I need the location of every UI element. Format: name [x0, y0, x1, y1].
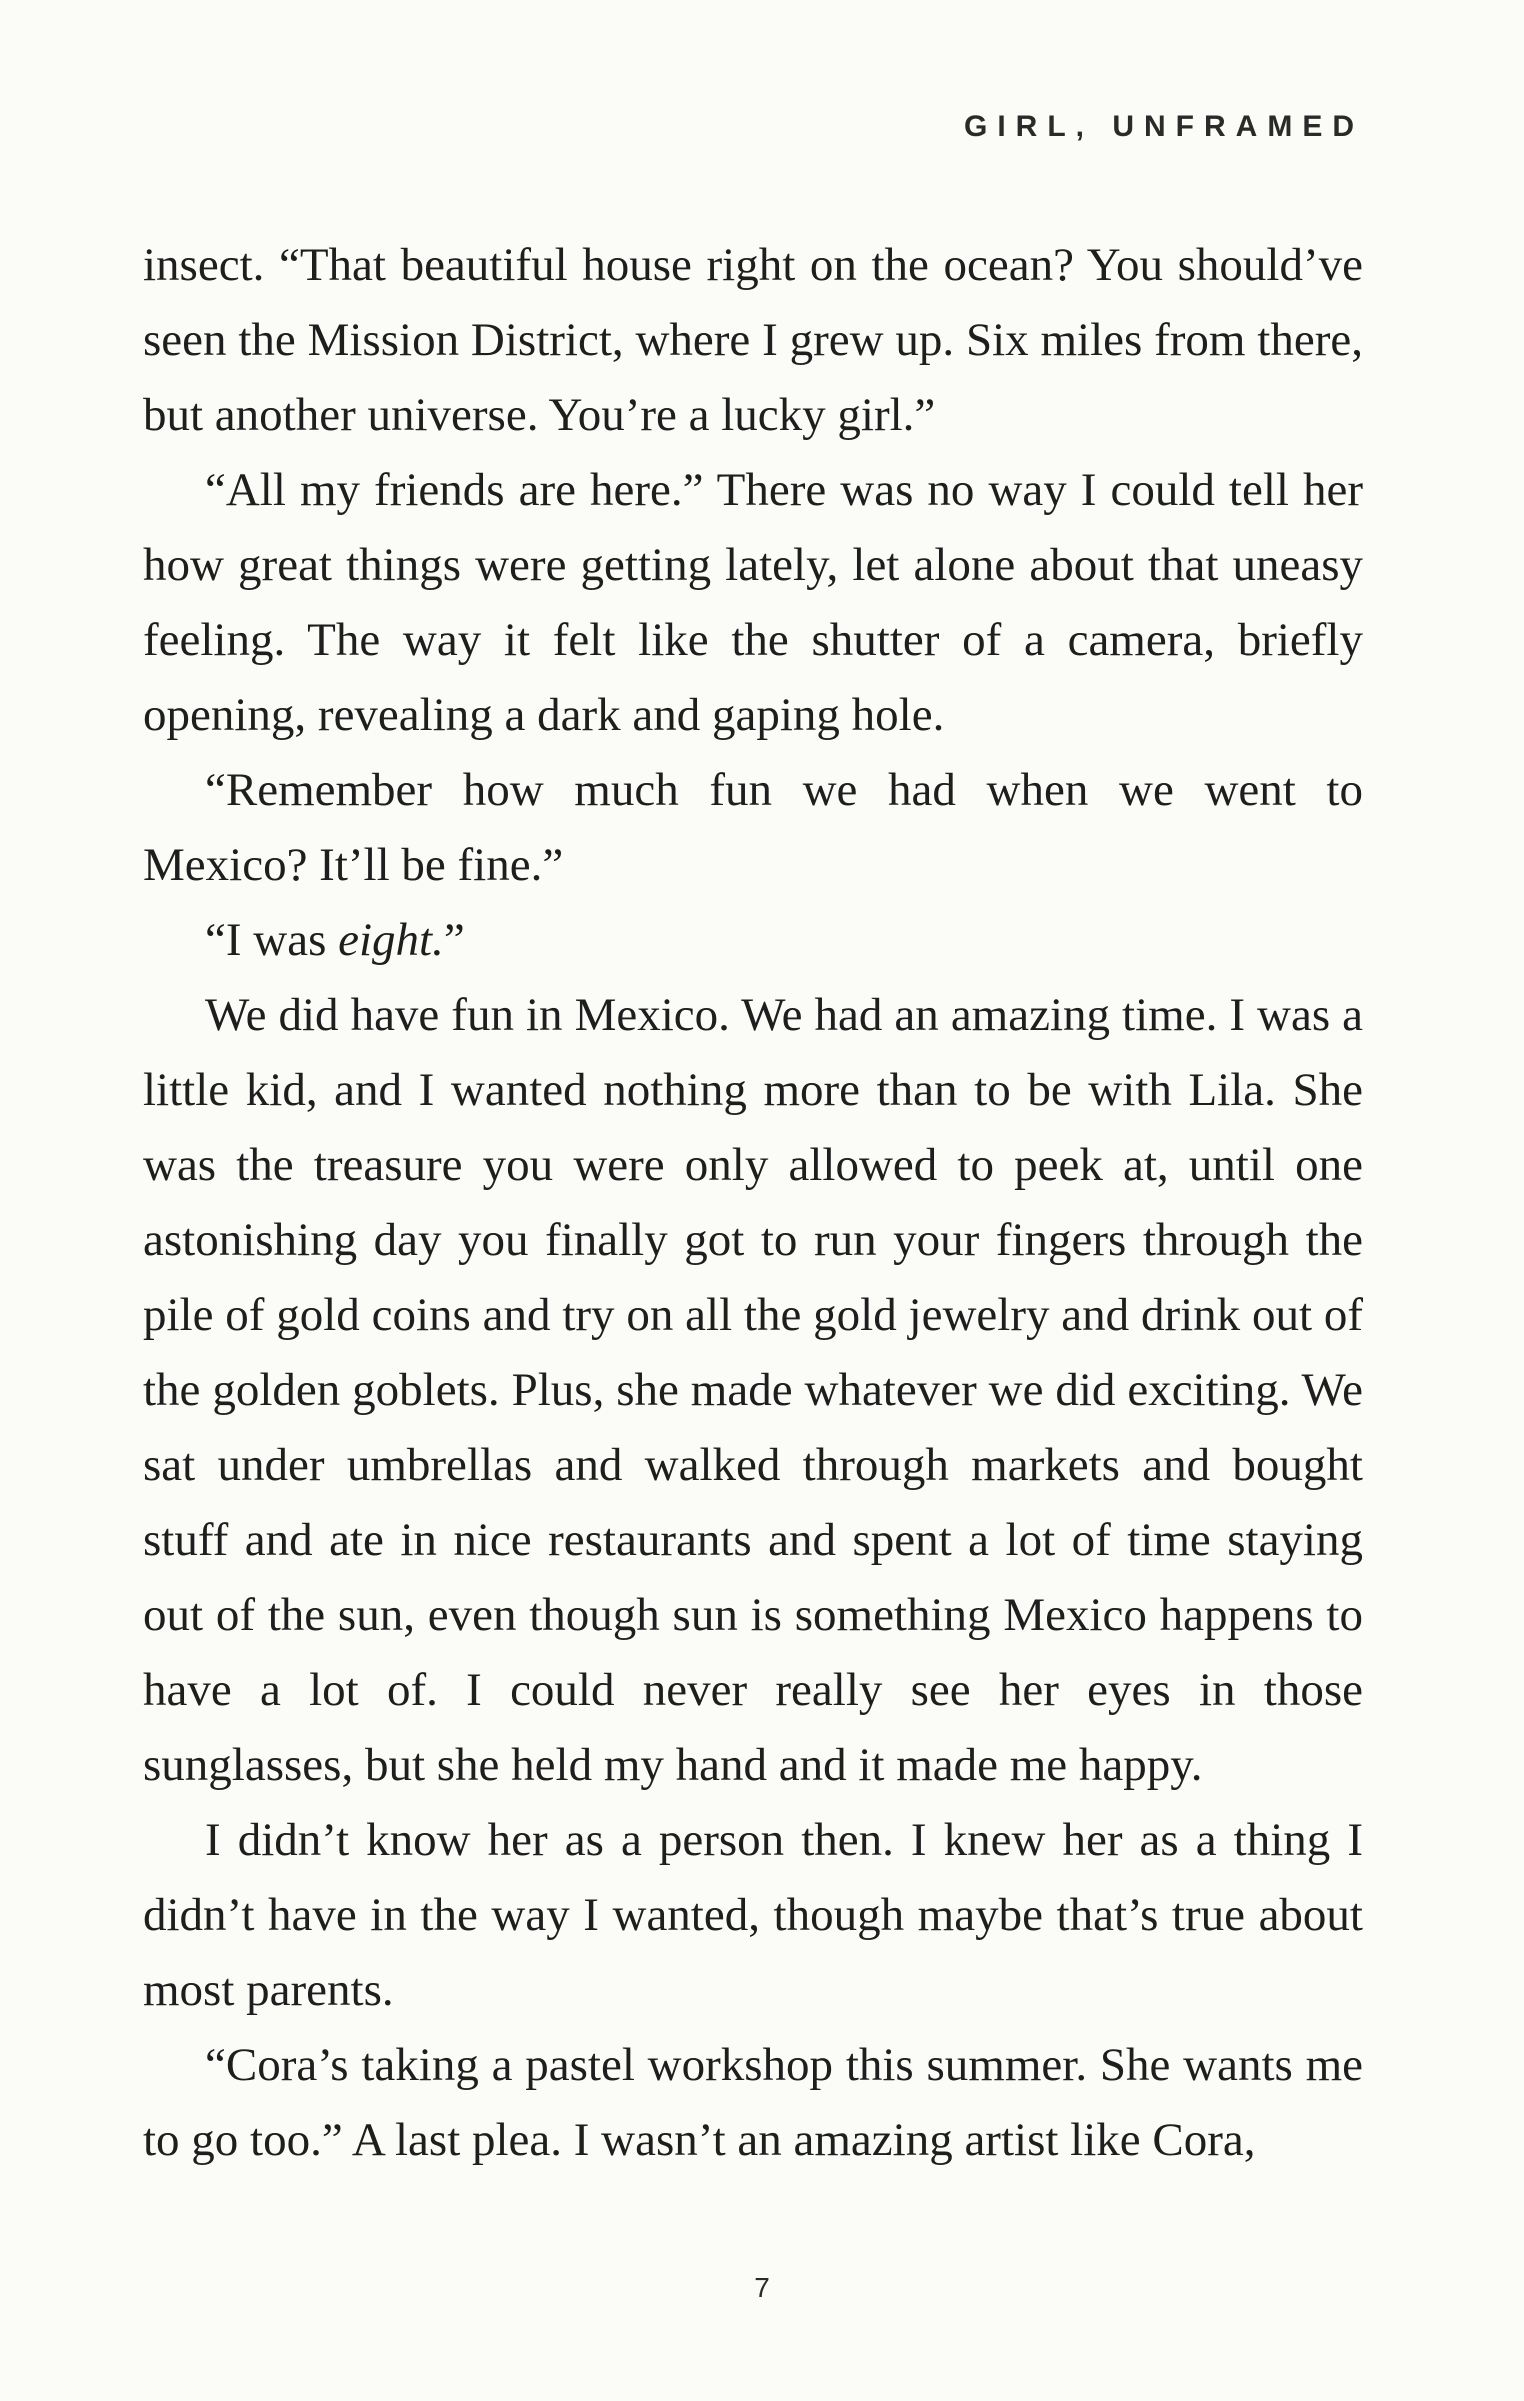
page-number: 7	[754, 2272, 770, 2303]
paragraph-4-suffix: ”	[443, 914, 465, 966]
paragraph-1: insect. “That beautiful house right on the ocean? You should’ve seen the Mission District, where I grew up. Six miles from there, but another universe. You’re a lucky girl.”	[143, 239, 1363, 441]
running-head-title: GIRL, UNFRAMED	[964, 110, 1364, 143]
paragraph-4	[143, 903, 1363, 978]
paragraph-4-emphasis: eight.	[338, 914, 444, 966]
paragraph-6: I didn’t know her as a person then. I knew her as a thing I didn’t have in the way I wanted, though maybe that’s true about most parents.	[143, 1814, 1363, 2016]
paragraph-4-prefix: “I was	[205, 914, 339, 966]
paragraph-2: “All my friends are here.” There was no way I could tell her how great things were getting lately, let alone about that uneasy feeling. The way it felt like the shutter of a camera, briefly opening, revealing a dark and gaping hole.	[143, 464, 1363, 741]
paragraph-7: “Cora’s taking a pastel workshop this summer. She wants me to go too.” A last plea. I wasn’t an amazing artist like Cora,	[143, 2039, 1363, 2166]
paragraph-3: “Remember how much fun we had when we went to Mexico? It’ll be fine.”	[143, 764, 1363, 891]
page-body-text	[143, 228, 1363, 2178]
paragraph-5: We did have fun in Mexico. We had an amazing time. I was a little kid, and I wanted nothing more than to be with Lila. She was the treasure you were only allowed to peek at, until one astonishing day you finally got to run your fingers through the pile of gold coins and try on all the gold jewelry and drink out of the golden goblets. Plus, she made whatever we did exciting. We sat under umbrellas and walked through markets and bought stuff and ate in nice restaurants and spent a lot of time staying out of the sun, even though sun is something Mexico happens to have a lot of. I could never really see her eyes in those sunglasses, but she held my hand and it made me happy.	[143, 989, 1363, 1791]
